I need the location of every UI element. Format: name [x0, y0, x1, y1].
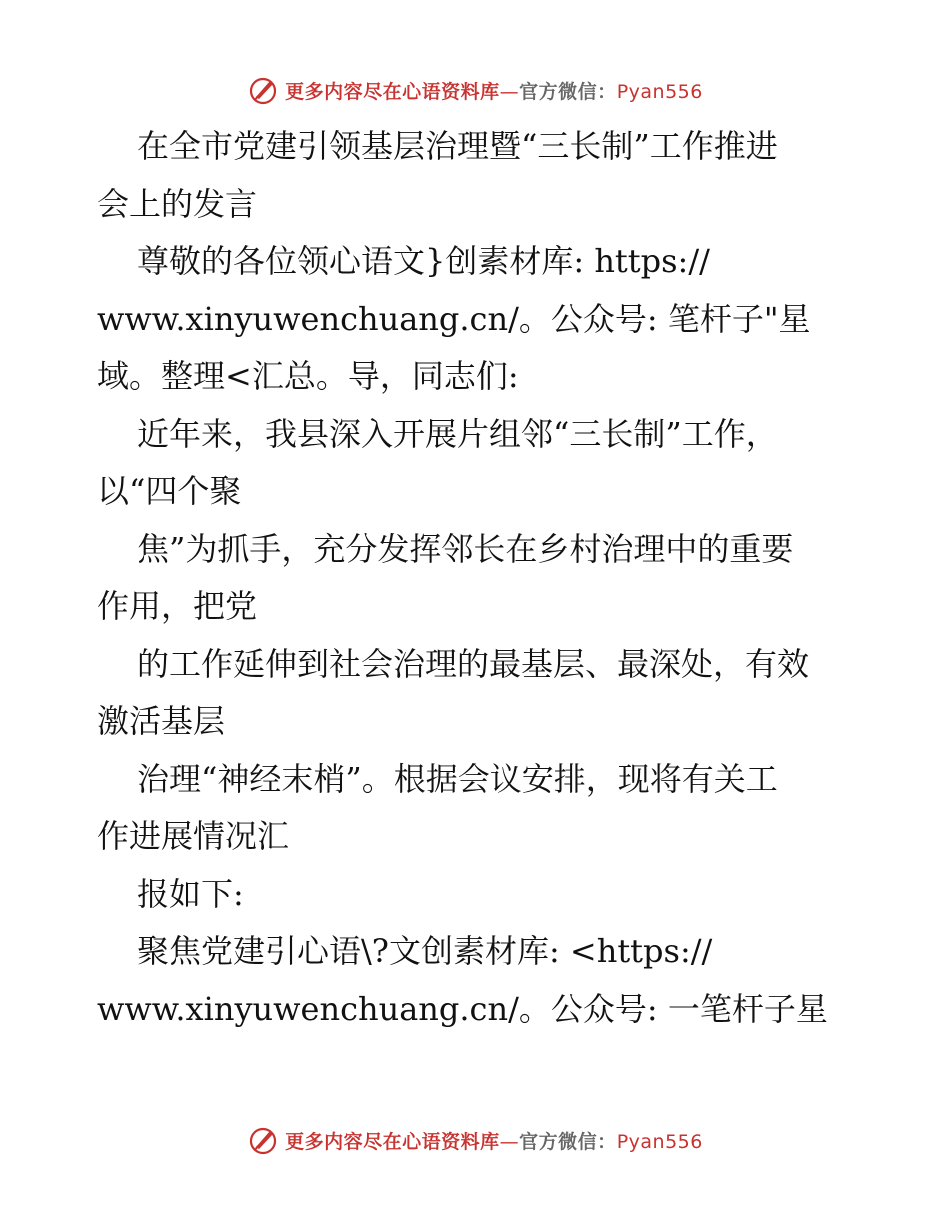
footer-watermark-banner — [0, 1122, 950, 1158]
text-line: 尊敬的各位领心语文}创素材库: https:// — [137, 242, 710, 280]
text-line: www.xinyuwenchuang.cn/。公众号: 一笔杆子星 — [97, 989, 828, 1028]
text-line: 治理“神经末梢”。根据会议安排，现将有关工 — [137, 759, 778, 798]
title-line-2: 会上的发言 — [97, 184, 258, 223]
header-watermark-banner — [0, 72, 950, 108]
document-body — [97, 118, 857, 1038]
text-line: 作进展情况汇 — [97, 817, 290, 855]
text-line: 以“四个聚 — [97, 472, 242, 510]
text-line: 近年来，我县深入开展片组邻“三长制”工作， — [137, 414, 778, 453]
text-line: 的工作延伸到社会治理的最基层、最深处，有效 — [137, 644, 810, 683]
text-line: 激活基层 — [97, 702, 226, 740]
quill-pen-logo-icon — [247, 1124, 279, 1156]
text-line: 报如下: — [137, 874, 244, 913]
quill-pen-logo-icon — [247, 74, 279, 106]
banner-text: 更多内容尽在心语资料库—官方微信：Pyan556 — [285, 1130, 703, 1153]
text-line: 聚焦党建引心语\?文创素材库: <https:// — [137, 932, 713, 970]
text-line: www.xinyuwenchuang.cn/。公众号: 笔杆子"星 — [97, 299, 811, 338]
text-line: 域。整理<汇总。导，同志们: — [97, 357, 519, 395]
title-line-1: 在全市党建引领基层治理暨“三长制”工作推进 — [137, 127, 778, 165]
banner-text: 更多内容尽在心语资料库—官方微信：Pyan556 — [285, 80, 703, 103]
text-line: 焦”为抓手，充分发挥邻长在乡村治理中的重要 — [137, 529, 794, 568]
text-line: 作用，把党 — [97, 587, 258, 625]
